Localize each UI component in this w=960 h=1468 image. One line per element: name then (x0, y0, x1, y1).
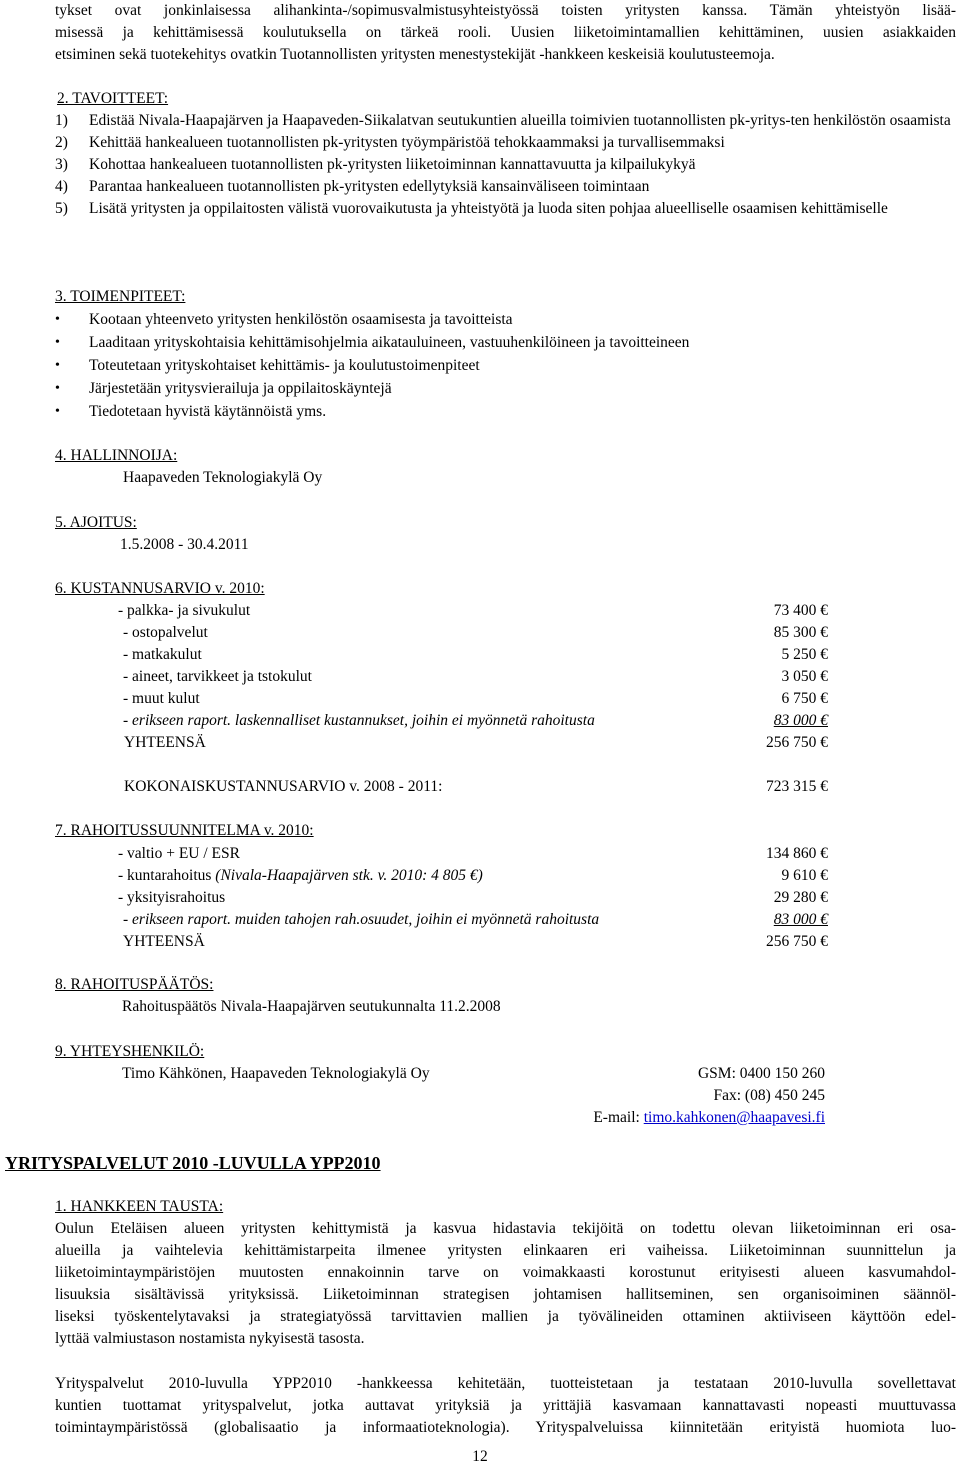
background-paragraph (55, 1218, 956, 1350)
financing-heading: 7. RAHOITUSSUUNNITELMA v. 2010: (55, 822, 314, 839)
admin-value: Haapaveden Teknologiakylä Oy (123, 469, 323, 486)
decision-value: Rahoituspäätös Nivala-Haapajärven seutukunnalta 11.2.2008 (122, 998, 501, 1015)
contact-fax: Fax: (08) 450 245 (713, 1087, 825, 1104)
timing-heading: 5. AJOITUS: (55, 514, 137, 531)
goal-item: 4) Parantaa hankealueen tuotannollisten pk-yritysten edellytyksiä kansainväliseen toimintaan (55, 178, 650, 195)
intro-line: misessä ja kehittämisessä koulutuksella on tärkeä rooli. Uusien liiketoimintamallien kehittäminen, uusien asiakkaiden (55, 24, 956, 41)
budget-heading: 6. KUSTANNUSARVIO v. 2010: (55, 580, 265, 597)
paragraph-line: Yrityspalvelut 2010-luvulla YPP2010 -hankkeessa kehitetään, tuotteistetaan ja testataan 2010-luvulla sovellettavat (55, 1375, 956, 1392)
paragraph-line: lyttää valmiustason nostamista nykyisestä tasosta. (55, 1330, 365, 1347)
budget-row: - muut kulut 6 750 € (123, 690, 828, 707)
financing-table (118, 843, 828, 953)
intro-line: etsiminen sekä tuotekehitys ovatkin Tuotannollisten yritysten menestystekijät -hankkeen keskeisiä koulutusteemoja. (55, 46, 775, 63)
paragraph-line: kuntien tuottamat yrityspalvelut, jotka auttavat yrityksiä ja yrittäjiä kasvamaan kannattavasti nopeasti muuttuvassa (55, 1397, 956, 1414)
bullet-icon: • (55, 381, 60, 396)
paragraph-line: liiketoimintaympäristöjen muutosten ennakoinnin tarve on voimakkaasti korostunut erityisesti alueen kasvumahdol- (55, 1264, 956, 1281)
budget-table (118, 600, 828, 798)
contact-email: E-mail: timo.kahkonen@haapavesi.fi (593, 1109, 825, 1126)
financing-row: - yksityisrahoitus 29 280 € (118, 889, 828, 906)
actions-heading: 3. TOIMENPITEET: (55, 288, 186, 305)
intro-line: tykset ovat jonkinlaisessa alihankinta-/sopimusvalmistusyhteistyössä toisten yritysten kanssa. Tämän yhteistyön lisää- (55, 2, 956, 19)
action-item: • Toteutetaan yrityskohtaiset kehittämis- ja koulutustoimenpiteet (55, 355, 915, 378)
bullet-icon: • (55, 312, 60, 327)
timing-value: 1.5.2008 - 30.4.2011 (120, 536, 249, 553)
contact-heading: 9. YHTEYSHENKILÖ: (55, 1043, 205, 1060)
paragraph-line: liseksi työskentelytavaksi ja strategiatyössä tarvittavien mallien ja työvälineiden ottaminen aktiiviseen käyttöön edel- (55, 1308, 956, 1325)
budget-row: - ostopalvelut 85 300 € (123, 624, 828, 641)
goals-heading: 2. TAVOITTEET: (57, 90, 169, 107)
budget-total-row: YHTEENSÄ 256 750 € (124, 734, 828, 751)
goal-item: 3) Kohottaa hankealueen tuotannollisten pk-yritysten liiketoiminnan kannattavuutta ja kilpailukykyä (55, 156, 696, 173)
section-title: YRITYSPALVELUT 2010 -LUVULLA YPP2010 (5, 1153, 381, 1173)
action-item: • Kootaan yhteenveto yritysten henkilöstön osaamisesta ja tavoitteista (55, 309, 915, 332)
action-item: • Järjestetään yritysvierailuja ja oppilaitoskäyntejä (55, 378, 915, 401)
paragraph-line: toimintaympäristössä (globalisaatio ja informaatioteknologia). Yrityspalveluissa kiinnitetään erityistä huomiota luo- (55, 1419, 956, 1436)
goal-item: 1) Edistää Nivala-Haapajärven ja Haapaveden-Siikalatvan seutukuntien alueilla toimivien tuotannollisten pk-yritys-ten henkilöstön osaamista (55, 112, 951, 129)
email-link[interactable]: timo.kahkonen@haapavesi.fi (643, 1109, 825, 1126)
financing-extra-row: - erikseen raport. muiden tahojen rah.osuudet, joihin ei myönnetä rahoitusta 83 000 € (123, 911, 828, 928)
bullet-icon: • (55, 335, 60, 350)
action-item: • Laaditaan yrityskohtaisia kehittämisohjelmia aikatauluineen, vastuuhenkilöineen ja tavoitteineen (55, 332, 915, 355)
paragraph-line: lisuuksia sisältävissä yrityksissä. Liiketoiminnan strategisen johtamisen hallitseminen, sen organisoiminen säännöl- (55, 1286, 956, 1303)
contact-name: Timo Kähkönen, Haapaveden Teknologiakylä Oy (122, 1065, 430, 1082)
financing-row: - kuntarahoitus (Nivala-Haapajärven stk. v. 2010: 4 805 €) 9 610 € (118, 867, 828, 884)
action-item: • Tiedotetaan hyvistä käytännöistä yms. (55, 401, 915, 424)
goal-item: 2) Kehittää hankealueen tuotannollisten pk-yritysten työympäristöä tehokkaammaksi ja turvallisemmaksi (55, 134, 725, 151)
budget-row: - aineet, tarvikkeet ja tstokulut 3 050 € (123, 668, 828, 685)
paragraph-line: Oulun Eteläisen alueen yritysten kehittymistä ja kasvua hidastavia tekijöitä on todettu olevan liiketoiminnan eri osa- (55, 1220, 956, 1237)
financing-total-row: YHTEENSÄ 256 750 € (123, 933, 828, 950)
budget-row: - matkakulut 5 250 € (123, 646, 828, 663)
budget-extra-row: - erikseen raport. laskennalliset kustannukset, joihin ei myönnetä rahoitusta 83 000 € (123, 712, 828, 729)
budget-row: - palkka- ja sivukulut 73 400 € (118, 602, 828, 619)
bullet-icon: • (55, 358, 60, 373)
bullet-icon: • (55, 404, 60, 419)
budget-grand-row: KOKONAISKUSTANNUSARVIO v. 2008 - 2011: 723 315 € (124, 778, 828, 795)
intro-paragraph (55, 0, 956, 66)
ypp-paragraph (55, 1373, 956, 1439)
page-number: 12 (472, 1448, 488, 1465)
actions-list (55, 309, 915, 424)
background-heading: 1. HANKKEEN TAUSTA: (55, 1198, 224, 1215)
paragraph-line: alueilla ja vaihtelevia kehittämistarpeita ilmenee yritysten elinkaaren eri vaiheissa. Liiketoiminnan suunnittelun ja (55, 1242, 956, 1259)
decision-heading: 8. RAHOITUSPÄÄTÖS: (55, 976, 214, 993)
contact-gsm: GSM: 0400 150 260 (697, 1065, 825, 1082)
admin-heading: 4. HALLINNOIJA: (55, 447, 178, 464)
financing-row: - valtio + EU / ESR 134 860 € (118, 845, 828, 862)
goals-list (55, 110, 956, 220)
goal-item: 5) Lisätä yritysten ja oppilaitosten välistä vuorovaikutusta ja yhteistyötä ja luoda siten pohjaa alueelliselle osaamisen kehittämiselle (55, 200, 888, 217)
